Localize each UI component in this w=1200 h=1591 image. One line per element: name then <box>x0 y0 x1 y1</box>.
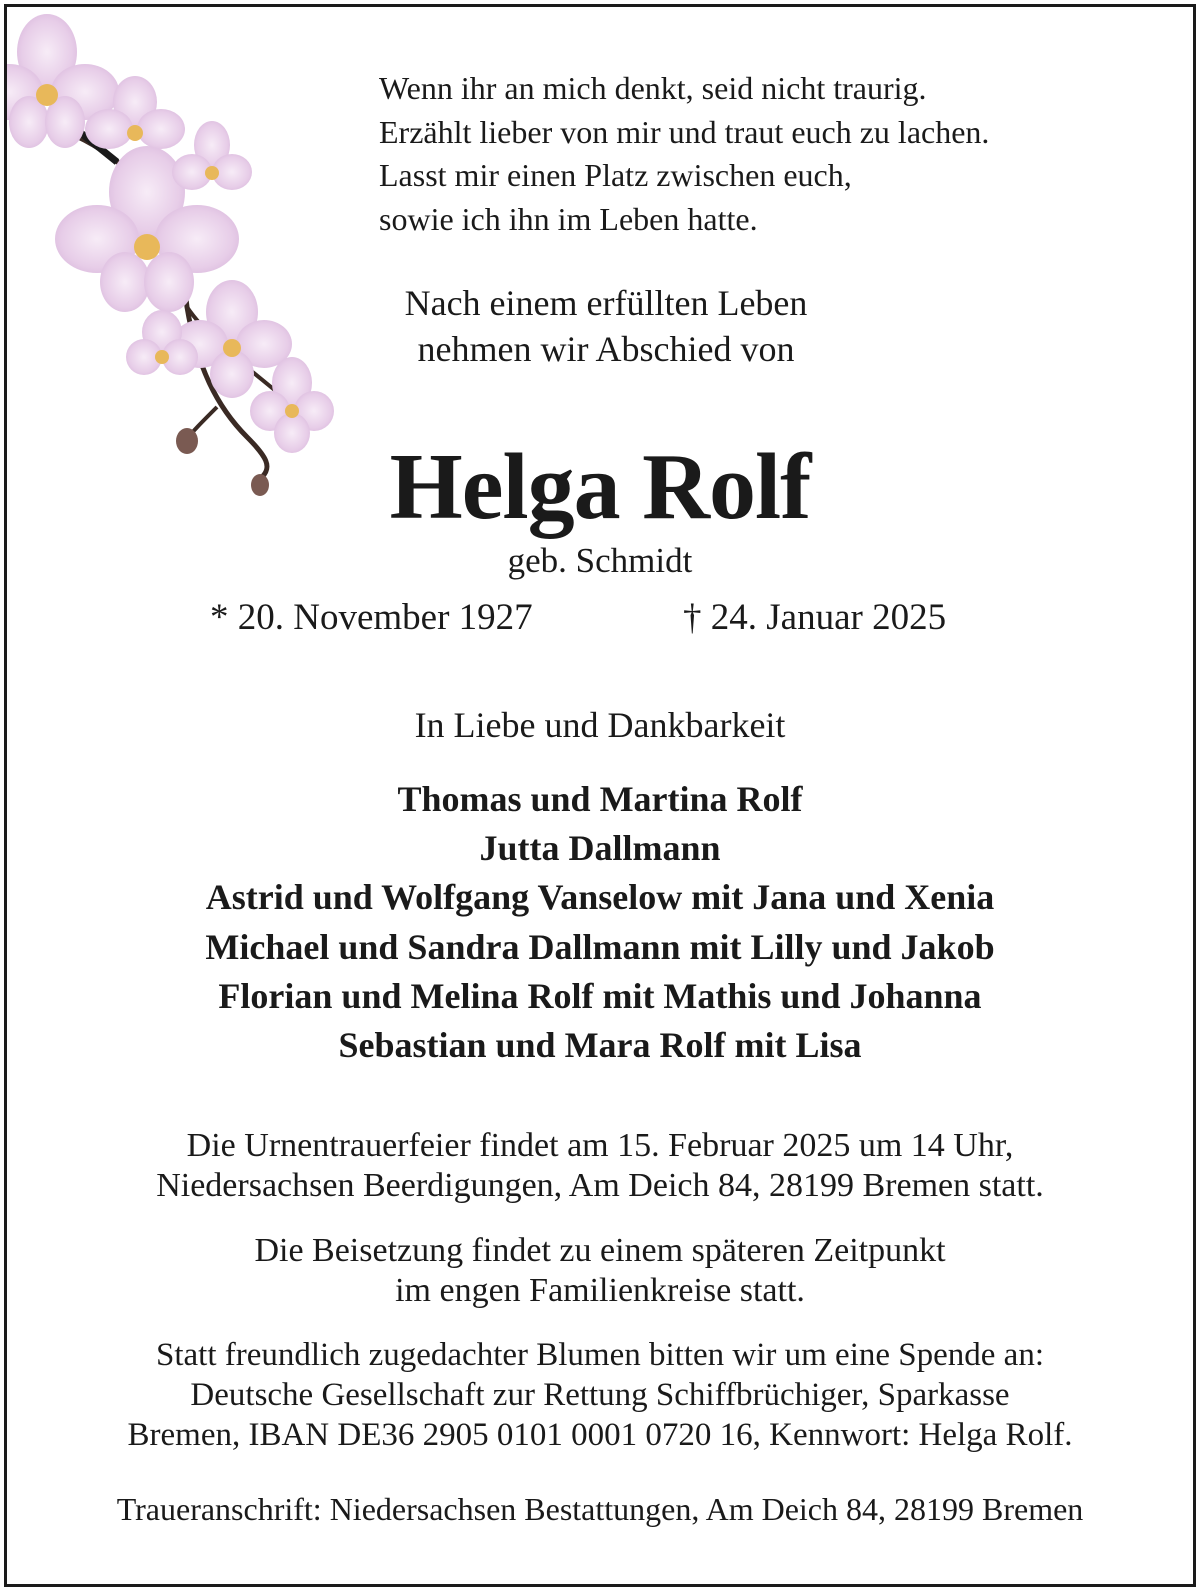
poem-line: Lasst mir einen Platz zwischen euch, <box>379 157 852 193</box>
death-date: † 24. Januar 2025 <box>683 597 947 638</box>
mourning-address: Traueranschrift: Niedersachsen Bestattungen, Am Deich 84, 28199 Bremen <box>116 1491 1084 1527</box>
donation-line: Deutsche Gesellschaft zur Rettung Schiffbrüchiger, Sparkasse <box>190 1377 1010 1413</box>
service-line: Die Urnentrauerfeier findet am 15. Februar 2025 um 14 Uhr, <box>186 1127 1014 1164</box>
donation-info <box>7 1335 1193 1455</box>
donation-line: Bremen, IBAN DE36 2905 0101 0001 0720 16, Kennwort: Helga Rolf. <box>127 1417 1073 1453</box>
poem-line: Wenn ihr an mich denkt, seid nicht traurig. <box>379 70 927 106</box>
deceased-name: Helga Rolf <box>389 435 811 539</box>
obituary-notice <box>4 4 1196 1587</box>
mourner-entry: Astrid und Wolfgang Vanselow mit Jana und Xenia <box>205 877 995 918</box>
intro-line: nehmen wir Abschied von <box>417 329 795 369</box>
poem-line: sowie ich ihn im Leben hatte. <box>379 200 758 237</box>
intro-line: Nach einem erfüllten Leben <box>404 283 808 323</box>
gratitude-line: In Liebe und Dankbarkeit <box>414 705 786 745</box>
mourner-entry: Florian und Melina Rolf mit Mathis und Johanna <box>218 975 982 1016</box>
service-line: Niedersachsen Beerdigungen, Am Deich 84, 28199 Bremen statt. <box>156 1167 1044 1204</box>
farewell-intro <box>7 280 1193 372</box>
mourner-entry: Thomas und Martina Rolf <box>397 779 803 819</box>
mourner-entry: Sebastian und Mara Rolf mit Lisa <box>338 1025 862 1066</box>
birth-date: * 20. November 1927 <box>210 597 533 638</box>
mourner-entry: Jutta Dallmann <box>479 828 721 869</box>
birth-name: geb. Schmidt <box>507 541 693 580</box>
burial-line: Die Beisetzung findet zu einem späteren Zeitpunkt <box>254 1232 946 1269</box>
donation-line: Statt freundlich zugedachter Blumen bitten wir um eine Spende an: <box>156 1337 1044 1373</box>
mourners-list <box>7 775 1193 1070</box>
mourner-entry: Michael und Sandra Dallmann mit Lilly und Jakob <box>205 926 995 967</box>
service-info <box>7 1126 1193 1206</box>
poem-line: Erzählt lieber von mir und traut euch zu lachen. <box>379 113 990 150</box>
burial-line: im engen Familienkreise statt. <box>395 1272 805 1309</box>
burial-info <box>7 1231 1193 1311</box>
poem <box>379 67 989 241</box>
